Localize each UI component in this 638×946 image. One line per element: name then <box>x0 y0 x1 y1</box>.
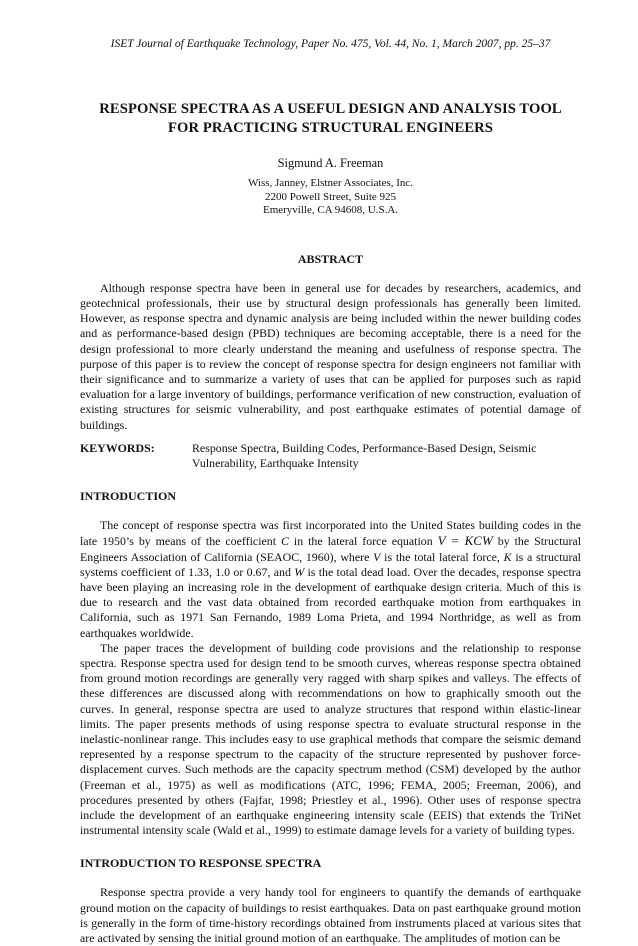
paper-title <box>80 100 581 138</box>
text-run: is a structural systems coefficient of 1.33, 1.0 or 0.67, and <box>80 549 581 579</box>
section-heading-introduction: INTRODUCTION <box>80 489 177 504</box>
abstract-heading: ABSTRACT <box>297 251 364 266</box>
abstract-text: Although response spectra have been in general use for decades by researchers, academics, and geotechnical professionals, their use by structural design professionals has generally been limited. However, as response spectra and dynamic analysis are being included within the newer building codes and as performance-based design (PBD) techniques are becoming acceptable, there is a need for the design professional to more clearly understand the meaning and usefulness of response spectra. The purpose of this paper is to review the concept of response spectra for design engineers not familiar with their significance and to summarize a variety of uses that can be applied for purposes such as rapid evaluation for a large inventory of buildings, performance verification of new construction, evaluation of existing structures for seismic vulnerability, and post earthquake estimates of potential damage of buildings. <box>80 280 581 432</box>
author-name: Sigmund A. Freeman <box>277 156 384 170</box>
symbol-v: V <box>373 549 381 564</box>
keywords-text: Response Spectra, Building Codes, Performance-Based Design, Seismic Vulnerability, Earthquake Intensity <box>192 440 537 471</box>
affiliation-line: Emeryville, CA 94608, U.S.A. <box>262 204 399 217</box>
text-run: in the lateral force equation <box>288 534 438 549</box>
text-run: is the total lateral force, <box>380 549 504 564</box>
text-run: by the Structural Engineers Association of California (SEAOC, 1960), where <box>80 534 582 564</box>
lateral-force-equation: V = KCW <box>437 533 493 549</box>
symbol-c: C <box>281 534 289 549</box>
journal-header: ISET Journal of Earthquake Technology, Paper No. 475, Vol. 44, No. 1, March 2007, pp. 25–37 <box>110 38 551 50</box>
affiliation-line: 2200 Powell Street, Suite 925 <box>264 190 397 203</box>
text-run: is the total dead load. Over the decades, response spectra have been playing an increasing role in the development of earthquake design criteria. Much of this is due to research and the vast data obtained from recorded earthquake motion from earthquakes in California, such as 1971 San Fernando, 1989 Loma Prieta, and 1994 Northridge, as well as from earthquakes worldwide. <box>80 564 581 640</box>
intro-paragraph-2: The paper traces the development of building code provisions and the relationship to response spectra. Response spectra used for design tend to be smooth curves, whereas response spectra obtained from ground motion recordings are generally very ragged with sharp spikes and valleys. The effects of these differences are discussed along with recommendations on how to graphically smooth out the curves. In general, response spectra are used to analyze structures that respond within elastic-linear limits. The paper presents methods of using response spectra to evaluate structural response in the inelastic-nonlinear range. This includes easy to use graphical methods that compare the seismic demand represented by a response spectrum to the capacity of the structure represented by pushover force-displacement curves. Such methods are the capacity spectrum method (CSM) developed by the author (Freeman et al., 1975) as well as modifications (ATC, 1996; FEMA, 2005; Freeman, 2006), and procedures presented by others (Fajfar, 1998; Priestley et al., 1996). Other uses of response spectra include the development of an earthquake engineering intensity scale (EEIS) that extends the TriNet instrumental intensity scale (Wald et al., 1999) to estimate damage levels for a variety of building types. <box>80 640 581 838</box>
response-spectra-paragraph-1: Response spectra provide a very handy tool for engineers to quantify the demands of earthquake ground motion on the capacity of buildings to resist earthquakes. Data on past earthquake ground motion is generally in the form of time-history recordings obtained from instruments placed at various sites that are activated by sensing the initial ground motion of an earthquake. The amplitudes of motion can be <box>80 885 581 946</box>
symbol-w: W <box>294 564 305 579</box>
symbol-k: K <box>503 549 512 564</box>
keywords <box>80 441 581 471</box>
author-affiliation <box>80 177 581 218</box>
title-line-1: RESPONSE SPECTRA AS A USEFUL DESIGN AND ANALYSIS TOOL <box>99 101 562 117</box>
text-run: The concept of response spectra was first incorporated into the United States building codes in the late 1950’s by means of the coefficient <box>80 518 581 549</box>
keywords-label: KEYWORDS: <box>80 440 155 455</box>
title-line-2: FOR PRACTICING STRUCTURAL ENGINEERS <box>167 120 494 136</box>
affiliation-line: Wiss, Janney, Elstner Associates, Inc. <box>247 177 414 189</box>
section-heading-response-spectra: INTRODUCTION TO RESPONSE SPECTRA <box>80 856 322 871</box>
intro-paragraph-1 <box>80 518 581 641</box>
